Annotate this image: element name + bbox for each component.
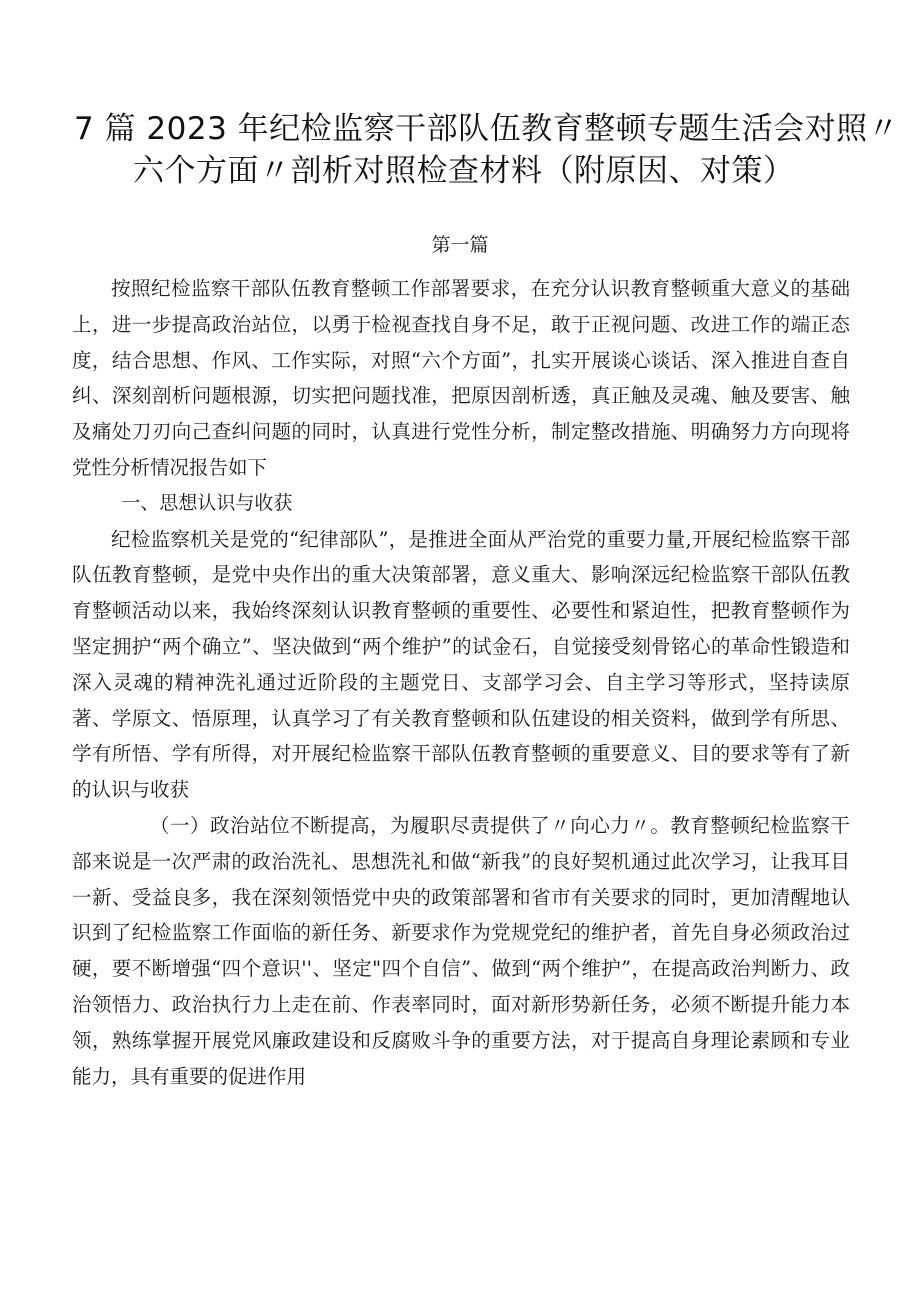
document-body — [72, 271, 850, 1094]
political-stance-paragraph: （一）政治站位不断提高，为履职尽责提供了〃向心力〃。教育整顿纪检监察干部来说是一次严肃的政治洗礼、思想洗礼和做“新我”的良好契机通过此次学习，让我耳目一新、受益良多，我在深刻领悟党中央的政策部署和省市有关要求的同时，更加清醒地认识到了纪检监察工作面临的新任务、新要求作为党规党纪的维护者，首先自身必须政治过硬，要不断增强“四个意识''、坚定"四个自信”、做到“两个维护”，在提高政治判断力、政治领悟力、政治执行力上走在前、作表率同时，面对新形势新任务，必须不断提升能力本领，熟练掌握开展党风廉政建设和反腐败斗争的重要方法，对于提高自身理论素顾和专业能力，具有重要的促进作用 — [72, 813, 850, 1088]
title-line-2: 六个方面〃剖析对照检查材料（附原因、对策） — [133, 153, 795, 189]
chapter-heading: 第一篇 — [431, 234, 489, 256]
document-title — [60, 108, 900, 192]
section-heading-thought: 一、思想认识与收获 — [121, 491, 293, 514]
title-line-1: 7 篇 2023 年纪检监察干部队伍教育整顿专题生活会对照〃 — [74, 111, 900, 147]
intro-paragraph: 按照纪检监察干部队伍教育整顿工作部署要求，在充分认识教育整顿重大意义的基础上，进一步提高政治站位，以勇于检视查找自身不足，敢于正视问题、改进工作的端正态度，结合思想、作风、工作实际，对照“六个方面”，扎实开展谈心谈话、深入推进自查自纠、深刻剖析问题根源，切实把问题找准，把原因剖析透，真正触及灵魂、触及要害、触及痛处刀刃向己查纠问题的同时，认真进行党性分析，制定整改措施、明确努力方向现将党性分析情况报告如下 — [72, 277, 850, 479]
thought-paragraph: 纪检监察机关是党的“纪律部队”，是推进全面从严治党的重要力量,开展纪检监察干部队伍教育整顿，是党中央作出的重大决策部署，意义重大、影响深远纪检监察干部队伍教育整顿活动以来，我始终深刻认识教育整顿的重要性、必要性和紧迫性，把教育整顿作为坚定拥护“两个确立”、坚决做到“两个维护”的试金石，自觉接受刻骨铭心的革命性锻造和深入灵魂的精神洗礼通过近阶段的主题党日、支部学习会、自主学习等形式，坚持读原著、学原文、悟原理，认真学习了有关教育整顿和队伍建设的相关资料，做到学有所思、学有所悟、学有所得，对开展纪检监察干部队伍教育整顿的重要意义、目的要求等有了新的认识与收获 — [72, 527, 850, 802]
